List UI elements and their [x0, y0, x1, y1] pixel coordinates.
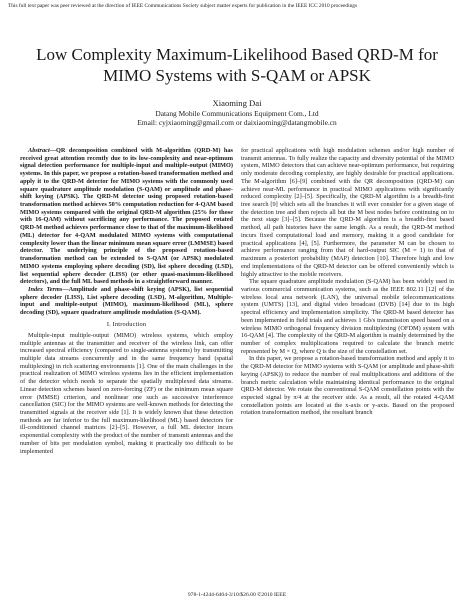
index-terms-text: —Amplitude and phase-shift keying (APSK), list sequential sphere decoder (LISS), List sphere decoding (LSD), M-algorithm, Multiple-input and multiple-output (MIMO), maximum-likelihood (ML), sphere decoding (SD), square quadrature amplitude modulation (S-QAM).: [20, 285, 233, 317]
left-column: [20, 147, 233, 455]
body-paragraph: The square quadrature amplitude modulation (S-QAM) has been widely used in various commercial communication systems, such as the IEEE 802.11 [12] of the wireless local area network (LAN), the universal mobile telecommunications system (UMTS) [13], and digital video broadcast (DVB) [14] due to its high spectral efficiency and implementation simplicity. The QRD-M based detector has been implemented in field trials and achieves 1 Gb/s transmission speed based on a wireless MIMO orthogonal frequency division multiplexing (OFDM) system with 16-QAM [4]. The complexity of the QRD-M algorithm is mainly determined by the number of complex multiplications required to calculate the branch metric represented by M × Q, where Q is the size of the constellation set.: [241, 278, 454, 355]
section-heading-introduction: I. Introduction: [106, 320, 147, 328]
body-paragraph: In this paper, we propose a rotation-based transformation method and apply it to the QRD-M detector for MIMO systems with S-QAM (or amplitude and phase-shift keying (APSK)) to reduce the number of real multiplications and additions of the branch metric calculation while maintaining identical performance to the original QRD-M detector. We rotate the conventional S-QAM constellation points with the expected signal by π/4 at the receiver side. As a result, all the rotated 4-QAM constellation points are located at the x-axis or y-axis. Based on the proposed rotation transformation method, the resultant branch: [241, 355, 454, 417]
author-email: Email: cyjxiaoming@gmail.com or daixiaoming@datangmobile.cn: [137, 118, 337, 128]
paper-title: Low Complexity Maximum-Likelihood Based QRD-M for MIMO Systems with S-QAM or APSK: [36, 45, 438, 85]
abstract-label: Abstract: [28, 147, 50, 154]
index-terms: [20, 286, 233, 317]
index-terms-label: Index Terms: [28, 285, 63, 293]
author-name: Xiaoming Dai: [212, 98, 262, 108]
peer-review-note: This full text paper was peer reviewed at the direction of IEEE Communications Society subject matter experts for publication in the IEEE ICC 2010 proceedings: [8, 3, 358, 9]
author-affiliation: Datang Mobile Communications Equipment Com., Ltd: [155, 109, 319, 118]
copyright-footer: 978-1-4244-6404-3/10/$26.00 ©2010 IEEE: [187, 592, 287, 598]
abstract: [20, 147, 233, 286]
body-paragraph: for practical applications with high modulation schemes and/or high number of transmit antennas. To fully realize the capacity and diversity potential of the MIMO system, MIMO detectors that can achieve near-optimum performance, but requiring only moderate decoding complexity, are highly desirable for practical applications. The M-algorithm [6]–[9] combined with the QR decomposition (QRD-M) can achieve near-ML performance in practical MIMO applications with significantly reduced complexity [2]–[5]. Specifically, the QRD-M algorithm is a breadth-first tree search [9] which sets all the branches it will ever consider for a given stage of the detection tree and then rejects all but the M best nodes before continuing on to the next stage [3]–[5]. Because the QRD-M algorithm is a breadth-first based method, all path histories have the same length. As a result, the QRD-M method incurs fixed computational load and memory, making it a good candidate for practical applications [4], [5]. Furthermore, the parameter M can be chosen to achieve performance ranging from that of hard-output SIC (M = 1) to that of maximum a posteriori probability (MAP) detection [10]. Therefore high and low end implementations of the QRD-M detector can be offered conveniently which is highly attractive to the mobile receivers.: [241, 147, 454, 278]
author-block: [0, 98, 474, 128]
abstract-text: —QR decomposition combined with M-algorithm (QRD-M) has received great attention recently due to its low-complexity and near-optimum signal detection performance for multiple-input and multiple-output (MIMO) systems. In this paper, we propose a rotation-based transformation method and apply it to the QRD-M detector for MIMO systems with the commonly used square quadrature amplitude modulation (S-QAM) or amplitude and phase-shift keying (APSK). The QRD-M detector using proposed rotation-based transformation method achieves 50% computation reduction for 4-QAM based MIMO systems compared with the original QRD-M algorithm (25% for those with 16-QAM) without sacrificing any performance. The proposed rotated QRD-M method achieves performance close to that of the maximum-likelihood (ML) detector for 4-QAM modulated MIMO systems with computational complexity lower than the linear minimum mean square error (LMMSE) based detector. The underlying principle of the proposed rotation-based transformation method can be extended to S-QAM (or APSK) modulated MIMO systems employing sphere decoding (SD), list sphere decoding (LSD), list sequential sphere decoder (LISS) (or other quasi-maximum-likelihood detectors), and the full ML based methods in a straightforward manner.: [20, 147, 233, 286]
right-column: [241, 147, 454, 417]
intro-paragraph: Multiple-input multiple-output (MIMO) wireless systems, which employ multiple antennas at the transmitter and receiver of the wireless link, can offer increased spectral efficiency (compared to single-antenna systems) by transmitting multiple data streams concurrently and in the same frequency band (spatial multiplexing) in rich scattering environments [1]. One of the main challenges in the practical realization of MIMO wireless systems lies in the efficient implementation of the detector which needs to separate the spatially multiplexed data streams. Linear detection schemes based on zero-forcing (ZF) or the minimum mean square error (MMSE) criterion, and nonlinear one such as successive interference cancellation (SIC) for the MIMO systems are well-known methods for detecting the transmitted signals at the receiver side [1]. It is widely known that these detection methods are far inferior to the full maximum-likelihood (ML) based detectors for ill-conditioned channel matrices [2]–[5]. However, a full ML detector incurs exponential complexity with the product of the number of transmit antennas and the number of bits per modulation symbol, making it practically too difficult to be implemented: [20, 331, 233, 455]
